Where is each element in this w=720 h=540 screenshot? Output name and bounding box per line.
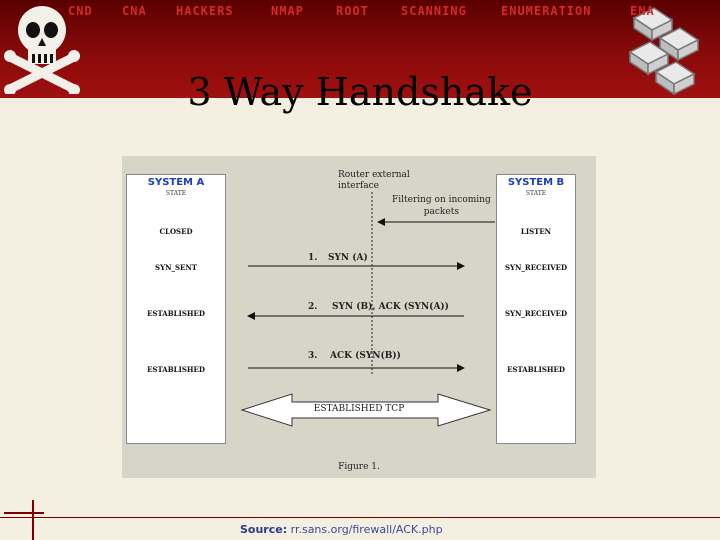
nav-item-root[interactable]: ROOT: [336, 4, 369, 18]
system-b-state: LISTEN: [520, 227, 552, 236]
established-tcp-label: ESTABLISHED TCP: [313, 404, 405, 414]
system-a-state: ESTABLISHED: [147, 309, 205, 318]
nav-item-scanning[interactable]: SCANNING: [401, 4, 467, 18]
handshake-arrows: [122, 156, 596, 478]
figure-caption: Figure 1.: [338, 462, 380, 472]
source-label: Source:: [240, 523, 288, 536]
nav-item-ena[interactable]: ENA: [630, 4, 655, 18]
divider-line: [0, 517, 720, 518]
source-citation: [240, 523, 443, 536]
system-b-state: ESTABLISHED: [507, 365, 565, 374]
system-b-state: SYN_RECEIVED: [504, 263, 568, 272]
system-b-state-header: STATE: [525, 190, 547, 197]
nav-item-nmap[interactable]: NMAP: [271, 4, 304, 18]
system-b-label: SYSTEM B: [507, 177, 565, 188]
nav-item-hackers[interactable]: HACKERS: [176, 4, 234, 18]
top-nav: [0, 4, 720, 22]
system-b-state: SYN_RECEIVED: [504, 309, 568, 318]
source-url[interactable]: rr.sans.org/firewall/ACK.php: [290, 523, 443, 536]
step-number: 1.: [308, 253, 318, 263]
router-interface-label: Router external interface: [338, 170, 410, 191]
slide-title: 3 Way Handshake: [187, 70, 533, 114]
filter-label: Filtering on incoming packets: [392, 195, 491, 217]
system-a-state: ESTABLISHED: [147, 365, 205, 374]
step-label: SYN (B), ACK (SYN(A)): [332, 302, 449, 312]
divider-line: [4, 512, 44, 514]
nav-item-cna[interactable]: CNA: [122, 4, 147, 18]
step-label: ACK (SYN(B)): [330, 351, 401, 361]
step-label: SYN (A): [328, 253, 368, 263]
system-a-state-header: STATE: [165, 190, 187, 197]
system-a-label: SYSTEM A: [147, 177, 205, 188]
nav-item-enumeration[interactable]: ENUMERATION: [501, 4, 592, 18]
step-number: 2.: [308, 302, 318, 312]
nav-item-cnd[interactable]: CND: [68, 4, 93, 18]
step-number: 3.: [308, 351, 318, 361]
system-a-state: CLOSED: [159, 227, 193, 236]
divider-line: [32, 500, 34, 540]
handshake-figure: [122, 156, 596, 478]
system-a-state: SYN_SENT: [155, 263, 197, 272]
